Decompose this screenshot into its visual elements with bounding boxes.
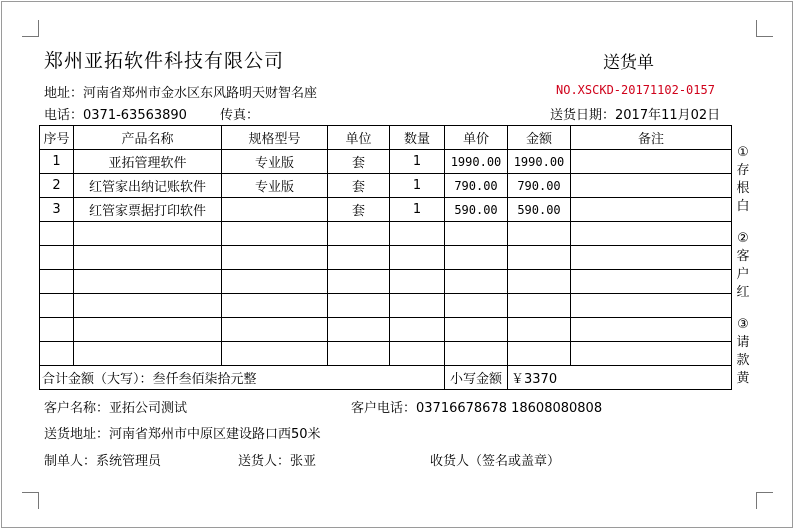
cell-quantity: 1 [390,174,445,198]
col-header-unit-price: 单价 [445,126,508,150]
cell-unit [328,342,390,366]
cell-unit-price: 790.00 [445,174,508,198]
cell-unit [328,294,390,318]
cell-spec [222,198,328,222]
document-maker: 制单人：系统管理员 [44,454,162,469]
cell-product: 亚拓管理软件 [74,150,222,174]
cell-index [40,318,74,342]
cell-quantity [390,246,445,270]
copy-char: 红 [736,285,750,300]
crop-mark-top-left [22,20,39,37]
cell-product [74,270,222,294]
copy-char: 根 [736,181,750,196]
cell-unit-price [445,318,508,342]
cell-quantity: 1 [390,150,445,174]
cell-amount [508,342,571,366]
cell-quantity [390,294,445,318]
cell-unit [328,246,390,270]
cell-unit-price [445,342,508,366]
total-lowercase-value: ￥3370 [508,366,732,390]
cell-amount [508,246,571,270]
crop-mark-bottom-left [22,492,39,509]
cell-remark [571,246,732,270]
cell-amount [508,294,571,318]
total-lowercase-label: 小写金额 [445,366,508,390]
cell-index [40,342,74,366]
items-table [39,125,732,390]
table-row [40,294,732,318]
cell-amount: 590.00 [508,198,571,222]
cell-unit-price [445,246,508,270]
company-address: 地址：河南省郑州市金水区东风路明天财智名座 [44,86,318,101]
cell-unit-price: 590.00 [445,198,508,222]
cell-remark [571,342,732,366]
cell-spec [222,318,328,342]
copy-label [733,230,753,302]
cell-quantity [390,270,445,294]
copy-distribution-labels [733,144,753,402]
cell-quantity [390,222,445,246]
total-uppercase: 合计金额（大写）：叁仟叁佰柒拾元整 [40,366,445,390]
cell-unit: 套 [328,150,390,174]
cell-product [74,294,222,318]
cell-index: 1 [40,150,74,174]
copy-marker: ① [737,145,749,160]
cell-index: 2 [40,174,74,198]
col-header-remark: 备注 [571,126,732,150]
cell-index [40,246,74,270]
copy-char: 白 [736,199,750,214]
cell-remark [571,174,732,198]
col-header-unit: 单位 [328,126,390,150]
cell-spec [222,222,328,246]
table-row [40,342,732,366]
cell-quantity [390,318,445,342]
cell-unit-price [445,270,508,294]
total-row [40,366,732,390]
copy-char: 黄 [736,371,750,386]
cell-unit: 套 [328,174,390,198]
cell-spec: 专业版 [222,174,328,198]
cell-product [74,318,222,342]
cell-product: 红管家出纳记账软件 [74,174,222,198]
cell-amount: 790.00 [508,174,571,198]
delivery-date: 送货日期：2017年11月02日 [550,108,721,123]
cell-product [74,342,222,366]
cell-spec [222,342,328,366]
cell-unit [328,318,390,342]
cell-quantity [390,342,445,366]
cell-remark [571,150,732,174]
customer-name: 客户名称：亚拓公司测试 [44,401,188,416]
cell-spec: 专业版 [222,150,328,174]
cell-amount: 1990.00 [508,150,571,174]
cell-index [40,270,74,294]
deliverer: 送货人：张亚 [238,454,317,469]
table-row [40,222,732,246]
cell-unit [328,270,390,294]
cell-unit-price [445,222,508,246]
copy-marker: ② [737,231,749,246]
copy-char: 客 [736,249,750,264]
shipping-address: 送货地址：河南省郑州市中原区建设路口西50米 [44,427,321,442]
table-row [40,150,732,174]
company-name: 郑州亚拓软件科技有限公司 [44,50,285,72]
copy-char: 存 [736,163,750,178]
cell-index [40,294,74,318]
crop-mark-top-right [756,20,773,37]
table-row [40,198,732,222]
cell-unit [328,222,390,246]
col-header-index: 序号 [40,126,74,150]
copy-char: 户 [736,267,750,282]
table-row [40,174,732,198]
col-header-amount: 金额 [508,126,571,150]
cell-unit: 套 [328,198,390,222]
cell-remark [571,318,732,342]
receiver-signature: 收货人（签名或盖章） [430,454,561,469]
cell-unit-price [445,294,508,318]
table-row [40,246,732,270]
cell-quantity: 1 [390,198,445,222]
table-header-row [40,126,732,150]
copy-char: 请 [736,335,750,350]
col-header-quantity: 数量 [390,126,445,150]
cell-remark [571,270,732,294]
copy-label [733,316,753,388]
cell-index [40,222,74,246]
cell-remark [571,222,732,246]
cell-amount [508,318,571,342]
cell-spec [222,246,328,270]
company-fax: 传真： [220,108,260,123]
document-title: 送货单 [603,53,654,73]
table-row [40,318,732,342]
cell-spec [222,270,328,294]
cell-spec [222,294,328,318]
crop-mark-bottom-right [756,492,773,509]
copy-marker: ③ [737,317,749,332]
copy-label [733,144,753,216]
cell-product: 红管家票据打印软件 [74,198,222,222]
company-phone: 电话：0371-63563890 [44,108,187,123]
cell-amount [508,270,571,294]
col-header-product: 产品名称 [74,126,222,150]
document-number: NO.XSCKD-20171102-0157 [556,83,715,97]
col-header-spec: 规格型号 [222,126,328,150]
cell-remark [571,198,732,222]
table-row [40,270,732,294]
cell-product [74,222,222,246]
cell-amount [508,222,571,246]
copy-char: 款 [736,353,750,368]
customer-phone: 客户电话：03716678678 18608080808 [351,401,603,416]
cell-remark [571,294,732,318]
cell-unit-price: 1990.00 [445,150,508,174]
cell-product [74,246,222,270]
cell-index: 3 [40,198,74,222]
